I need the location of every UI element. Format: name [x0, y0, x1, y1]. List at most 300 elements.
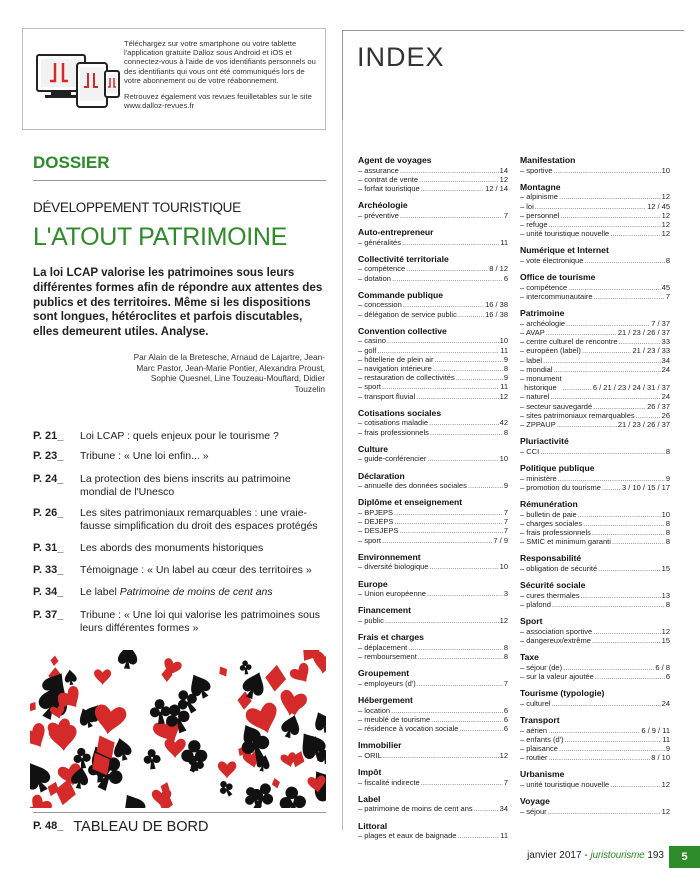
index-entry-term: – guide-conférencier — [358, 454, 427, 464]
index-entry[interactable] — [520, 202, 670, 211]
index-entry-pages: 8 / 12 — [489, 264, 508, 274]
index-entry[interactable] — [520, 229, 670, 238]
index-entry[interactable] — [520, 319, 670, 328]
index-entry-pages: 6 — [665, 672, 670, 682]
index-entry-pages: 8 — [665, 518, 670, 528]
index-entry[interactable] — [358, 652, 508, 661]
index-entry-term: – intercommunautaire — [520, 292, 593, 301]
dot-leader — [557, 420, 617, 429]
diamond-suit — [216, 664, 230, 679]
devices-icon — [35, 49, 121, 117]
index-entry-pages: 12 — [499, 750, 508, 760]
index-entry-pages: 3 / 10 / 15 / 17 — [622, 482, 670, 492]
index-entry[interactable] — [520, 392, 670, 401]
dot-leader — [456, 373, 503, 382]
diamond-suit — [30, 700, 39, 715]
dot-leader — [559, 192, 661, 201]
index-entry-term: – loi — [520, 201, 534, 211]
index-entry-pages: 8 — [503, 652, 508, 661]
index-heading: Europe — [358, 578, 388, 589]
index-entry-pages: 8 — [665, 600, 670, 610]
index-entry[interactable] — [520, 537, 670, 546]
index-entry[interactable] — [358, 778, 508, 787]
index-entry[interactable] — [520, 420, 670, 429]
dot-leader — [595, 672, 665, 681]
index-entry-term: – monument historique — [520, 374, 562, 393]
index-entry[interactable] — [520, 564, 670, 573]
index-entry-term: – dotation — [358, 273, 391, 283]
dot-leader — [421, 184, 484, 193]
index-entry-pages: 24 — [661, 392, 670, 402]
index-entry-pages: 12 — [661, 229, 670, 239]
index-entry[interactable] — [358, 274, 508, 283]
index-heading: Manifestation — [520, 155, 576, 165]
index-heading: Urbanisme — [520, 769, 565, 780]
dot-leader — [377, 346, 499, 355]
index-entry-pages: 12 — [661, 626, 670, 636]
index-entry[interactable] — [358, 454, 508, 463]
dot-leader — [419, 175, 499, 184]
dot-leader — [568, 283, 661, 292]
dot-leader — [421, 778, 503, 787]
index-entry[interactable] — [358, 562, 508, 571]
toc-title: Témoignage : « Un label au cœur des territoires » — [80, 564, 312, 576]
dot-leader — [563, 383, 592, 392]
index-entry[interactable] — [520, 192, 670, 201]
index-entry[interactable] — [358, 508, 508, 517]
index-entry-term: – charges sociales — [520, 518, 583, 528]
index-entry-term: – SMIC et minimum garanti — [520, 537, 611, 547]
index-entry-pages: 16 / 38 — [485, 309, 508, 319]
index-entry-term: – CCI — [520, 446, 540, 456]
index-entry[interactable] — [358, 536, 508, 545]
index-entry[interactable] — [520, 365, 670, 374]
index-entry-pages: 10 — [499, 336, 508, 346]
dot-leader — [433, 364, 503, 373]
dot-leader — [598, 564, 661, 573]
index-entry[interactable] — [358, 382, 508, 391]
index-heading: Office de tourisme — [520, 272, 596, 283]
index-entry[interactable] — [358, 428, 508, 437]
index-column-right — [520, 155, 670, 816]
index-entry[interactable] — [520, 753, 670, 762]
index-entry[interactable] — [520, 591, 670, 600]
index-entry-term: – diversité biologique — [358, 562, 429, 572]
index-heading: Frais et charges — [358, 632, 424, 643]
index-entry[interactable] — [358, 706, 508, 715]
index-entry-term: – annuelle des données sociales — [358, 481, 467, 491]
index-entry-pages: 12 — [661, 780, 670, 790]
dot-leader — [548, 807, 661, 816]
dot-leader — [602, 483, 621, 492]
index-entry[interactable] — [358, 238, 508, 247]
index-entry-term: – compétence — [520, 282, 568, 292]
dot-leader — [565, 735, 662, 744]
index-entry[interactable] — [520, 356, 670, 365]
index-entry-pages: 12 / 14 — [485, 184, 508, 193]
index-entry[interactable] — [520, 346, 670, 355]
toc-title: Les abords des monuments historiques — [80, 542, 264, 554]
dot-leader — [582, 346, 632, 355]
dot-leader — [549, 220, 661, 229]
index-entry-pages: 12 / 45 — [647, 201, 670, 211]
index-entry-pages: 26 — [661, 410, 670, 420]
dot-leader — [394, 517, 502, 526]
footer-issue — [527, 850, 664, 861]
dot-leader — [543, 356, 661, 365]
index-entry-term: – obligation de sécurité — [520, 564, 598, 574]
index-entry-pages: 9 — [503, 354, 508, 364]
dot-leader — [610, 229, 660, 238]
index-entry-term: – européen (label) — [520, 346, 581, 356]
app-promo-box — [22, 28, 326, 130]
index-entry-pages: 12 — [661, 192, 670, 202]
toc-item-dashboard[interactable] — [33, 818, 209, 836]
index-entry[interactable] — [358, 264, 508, 273]
index-entry[interactable] — [520, 328, 670, 337]
index-entry[interactable] — [520, 211, 670, 220]
index-entry-term: – préventive — [358, 210, 399, 220]
index-entry[interactable] — [358, 310, 508, 319]
index-entry-pages: 12 — [499, 174, 508, 184]
index-entry-term: – frais professionnels — [520, 528, 591, 538]
dot-leader — [636, 411, 661, 420]
index-entry-pages: 12 — [661, 220, 670, 229]
index-entry-term: – ORIL — [358, 750, 382, 760]
index-entry[interactable] — [358, 346, 508, 355]
index-entry-pages: 7 / 37 — [651, 318, 670, 328]
index-heading: Financement — [358, 605, 412, 616]
index-entry-pages: 8 — [503, 364, 508, 373]
dot-leader — [458, 310, 484, 319]
toc-title: Tribune : « Une loi enfin... » — [80, 450, 209, 462]
index-entry[interactable] — [520, 447, 670, 456]
toc-page: P. 33_ — [33, 564, 64, 576]
dot-leader — [403, 300, 484, 309]
index-entry-pages: 10 — [661, 165, 670, 175]
index-entry-pages: 45 — [661, 282, 670, 292]
index-entry-term: – label — [520, 355, 543, 365]
index-heading: Culture — [358, 443, 389, 454]
index-entry[interactable] — [520, 166, 670, 175]
dot-leader — [548, 726, 640, 735]
index-entry-term: – unité touristique nouvelle — [520, 229, 610, 239]
dot-leader — [549, 753, 651, 762]
club-suit — [278, 785, 308, 808]
index-heading: Environnement — [358, 551, 421, 562]
toc-page: P. 31_ — [33, 542, 64, 554]
publication-name: juristourisme — [590, 850, 645, 861]
index-entry[interactable] — [520, 483, 670, 492]
index-heading: Littoral — [358, 820, 388, 831]
index-entry[interactable] — [520, 744, 670, 753]
index-entry-pages: 9 — [503, 481, 508, 491]
index-entry[interactable] — [520, 780, 670, 789]
index-entry-pages: 10 — [661, 509, 670, 519]
index-entry[interactable] — [520, 474, 670, 483]
index-entry[interactable] — [358, 616, 508, 625]
index-entry[interactable] — [520, 337, 670, 346]
index-entry-term: – ZPPAUP — [520, 420, 556, 430]
index-entry-pages: 12 — [499, 616, 508, 625]
index-entry-term: – bulletin de paie — [520, 509, 577, 519]
dot-leader — [391, 706, 503, 715]
index-entry-term: – dangereux/extrême — [520, 636, 591, 646]
index-entry[interactable] — [358, 364, 508, 373]
index-entry[interactable] — [520, 807, 670, 816]
index-entry[interactable] — [358, 526, 508, 535]
index-entry[interactable] — [520, 402, 670, 411]
toc-page: P. 48_ — [33, 820, 64, 832]
diamond-suit — [270, 777, 281, 790]
promo-text — [124, 39, 320, 110]
index-entry-term: – assurance — [358, 165, 399, 175]
dot-leader — [382, 382, 499, 391]
toc-page: P. 21_ — [33, 430, 64, 442]
dot-leader — [416, 392, 499, 401]
index-entry-term: – forfait touristique — [358, 184, 420, 193]
index-entry-pages: 12 — [661, 806, 670, 816]
dot-leader — [612, 537, 665, 546]
index-entry[interactable] — [358, 831, 508, 840]
index-heading: Numérique et Internet — [520, 245, 609, 256]
index-entry-term: – sport — [358, 382, 381, 392]
index-entry-term: – généralités — [358, 237, 401, 247]
index-entry[interactable] — [520, 256, 670, 265]
index-heading: Déclaration — [358, 470, 405, 481]
index-entry-term: – location — [358, 705, 391, 715]
index-entry-term: – cures thermales — [520, 590, 580, 600]
index-entry[interactable] — [520, 699, 670, 708]
index-entry-term: – golf — [358, 345, 377, 355]
index-entry-pages: 21 / 23 / 26 / 37 — [617, 420, 670, 430]
index-entry[interactable] — [358, 211, 508, 220]
index-entry[interactable] — [358, 175, 508, 184]
index-entry[interactable] — [520, 627, 670, 636]
dot-leader — [399, 526, 502, 535]
index-entry[interactable] — [358, 418, 508, 427]
index-entry-term: – ministère — [520, 473, 557, 483]
index-entry-term: – plafond — [520, 600, 551, 610]
index-entry-pages: 6 / 8 — [655, 662, 670, 672]
index-heading: Convention collective — [358, 325, 447, 336]
section-title: DOSSIER — [33, 153, 110, 172]
dot-leader — [392, 274, 503, 283]
index-entry[interactable] — [520, 528, 670, 537]
index-entry-term: – unité touristique nouvelle — [520, 780, 610, 790]
index-entry[interactable] — [520, 510, 670, 519]
dot-leader — [552, 600, 665, 609]
index-entry-pages: 11 — [500, 382, 508, 392]
index-heading: Groupement — [358, 668, 410, 679]
heart-suit — [94, 669, 111, 685]
index-entry-term: – déplacement — [358, 642, 408, 652]
index-entry-pages: 34 — [499, 804, 508, 814]
dot-leader — [430, 428, 503, 437]
index-entry[interactable] — [358, 589, 508, 598]
index-entry-term: – sport — [358, 535, 381, 545]
index-entry[interactable] — [520, 292, 670, 301]
index-heading: Sport — [520, 616, 543, 627]
dot-leader — [584, 256, 664, 265]
dot-leader — [619, 337, 661, 346]
index-entry[interactable] — [520, 283, 670, 292]
index-entry-pages: 7 — [503, 526, 508, 536]
toc-title: TABLEAU DE BORD — [73, 819, 209, 835]
toc-page: P. 26_ — [33, 507, 64, 519]
spade-suit — [279, 712, 303, 740]
index-entry-pages: 13 — [661, 590, 670, 600]
index-heading: Hébergement — [358, 695, 413, 705]
dot-leader — [417, 679, 503, 688]
index-entry-pages: 8 — [503, 642, 508, 652]
index-entry[interactable] — [358, 184, 508, 193]
index-entry[interactable] — [358, 804, 508, 813]
dot-leader — [558, 474, 665, 483]
dot-leader — [583, 519, 665, 528]
index-entry-term: – patrimoine de moins de cent ans — [358, 804, 473, 814]
dot-leader — [383, 751, 499, 760]
index-entry-term: – mondial — [520, 364, 553, 374]
index-entry-pages: 6 — [503, 273, 508, 283]
dot-leader — [546, 328, 617, 337]
dot-leader — [468, 481, 503, 490]
heart-suit — [276, 689, 308, 719]
article-authors: Par Alain de la Bretesche, Arnaud de Lajartre, Jean-Marc Pastor, Jean-Marie Pontier, Alexandra Proust, Sophie Quesnel, Line Touzeau-Mouflard, Didier Touzelin — [133, 352, 325, 394]
index-entry[interactable] — [520, 663, 670, 672]
index-heading: Auto-entrepreneur — [358, 227, 434, 237]
index-entry-pages: 21 / 23 / 26 / 37 — [617, 328, 670, 337]
dot-leader — [408, 643, 503, 652]
index-entry-term: – DEJEPS — [358, 517, 394, 527]
index-entry-term: – AVAP — [520, 328, 545, 337]
index-title: INDEX — [357, 42, 445, 72]
index-entry-pages: 7 — [503, 210, 508, 220]
index-heading: Collectivité territoriale — [358, 253, 449, 264]
index-heading: Label — [358, 793, 381, 804]
dot-leader — [566, 319, 650, 328]
index-entry[interactable] — [520, 600, 670, 609]
index-entry[interactable] — [358, 300, 508, 309]
spade-suit — [64, 669, 78, 686]
index-entry[interactable] — [358, 166, 508, 175]
index-entry-pages: 33 — [661, 337, 670, 347]
index-heading: Archéologie — [358, 200, 408, 211]
dot-leader — [594, 292, 665, 301]
index-entry-term: – contrat de vente — [358, 174, 419, 184]
index-entry[interactable] — [358, 481, 508, 490]
index-entry-term: – BPJEPS — [358, 508, 394, 517]
index-entry-pages: 10 — [499, 454, 508, 464]
index-entry[interactable] — [520, 735, 670, 744]
index-entry-term: – centre culturel de rencontre — [520, 337, 618, 347]
toc-title: Tribune : « Une loi qui valorise les patrimoines sous leurs différentes formes » — [80, 609, 321, 634]
index-entry-pages: 8 — [503, 427, 508, 437]
index-column-left — [358, 155, 508, 840]
index-entry[interactable] — [520, 374, 670, 392]
index-entry-term: – navigation intérieure — [358, 364, 432, 373]
dot-leader — [578, 510, 661, 519]
heart-suit — [30, 793, 54, 808]
club-suit — [216, 778, 237, 799]
index-entry-term: – alpinisme — [520, 192, 558, 202]
index-entry-term: – hôtellerie de plein air — [358, 354, 434, 364]
dot-leader — [560, 211, 660, 220]
toc-page: P. 37_ — [33, 609, 64, 621]
index-entry[interactable] — [358, 724, 508, 733]
index-entry-pages: 6 — [503, 705, 508, 715]
toc-page: P. 24_ — [33, 473, 64, 485]
index-entry-pages: 11 — [500, 237, 508, 247]
index-entry[interactable] — [358, 751, 508, 760]
index-entry[interactable] — [358, 392, 508, 401]
index-entry-term: – restauration de collectivités — [358, 373, 455, 383]
index-entry[interactable] — [358, 373, 508, 382]
index-heading: Politique publique — [520, 463, 595, 474]
index-entry[interactable] — [520, 220, 670, 229]
dot-leader — [581, 591, 661, 600]
index-entry-pages: 6 / 21 / 23 / 24 / 31 / 37 — [592, 383, 670, 393]
index-entry[interactable] — [520, 726, 670, 735]
dot-leader — [429, 418, 499, 427]
index-entry[interactable] — [358, 517, 508, 526]
index-entry[interactable] — [358, 715, 508, 724]
dot-leader — [418, 652, 503, 661]
index-entry-term: – culturel — [520, 698, 551, 708]
dot-leader — [593, 402, 646, 411]
index-entry[interactable] — [520, 636, 670, 645]
dot-leader — [592, 528, 665, 537]
index-entry-term: – concession — [358, 300, 402, 310]
index-entry-term: – naturel — [520, 392, 550, 402]
dot-leader — [535, 202, 646, 211]
index-entry-pages: 7 — [503, 517, 508, 527]
dot-leader — [427, 454, 498, 463]
index-heading: Pluriactivité — [520, 436, 569, 447]
index-entry-pages: 16 / 38 — [485, 300, 508, 310]
index-entry[interactable] — [358, 679, 508, 688]
index-heading: Voyage — [520, 796, 550, 807]
index-entry-pages: 26 / 37 — [647, 401, 670, 411]
index-entry-pages: 7 — [503, 777, 508, 787]
index-entry-term: – routier — [520, 753, 548, 763]
index-entry-term: – secteur sauvegardé — [520, 401, 593, 411]
dot-leader — [474, 804, 499, 813]
index-entry-pages: 7 — [503, 508, 508, 517]
index-entry[interactable] — [358, 355, 508, 364]
index-entry-pages: 3 — [503, 589, 508, 599]
dot-leader — [431, 715, 503, 724]
index-heading: Immobilier — [358, 740, 402, 751]
index-entry-pages: 12 — [661, 210, 670, 220]
index-entry[interactable] — [520, 411, 670, 420]
index-entry-pages: 6 — [503, 724, 508, 733]
dot-leader — [382, 536, 492, 545]
dot-leader — [457, 831, 499, 840]
index-entry-pages: 9 — [665, 473, 670, 483]
index-heading: Rémunération — [520, 499, 578, 510]
index-entry[interactable] — [358, 643, 508, 652]
index-entry-pages: 10 — [499, 562, 508, 572]
index-entry-term: – association sportive — [520, 626, 593, 636]
dot-leader — [385, 616, 499, 625]
index-entry[interactable] — [358, 336, 508, 345]
dot-leader — [429, 562, 498, 571]
index-entry[interactable] — [520, 519, 670, 528]
divider — [33, 180, 326, 181]
diamond-suit — [264, 664, 287, 692]
index-entry[interactable] — [520, 672, 670, 681]
